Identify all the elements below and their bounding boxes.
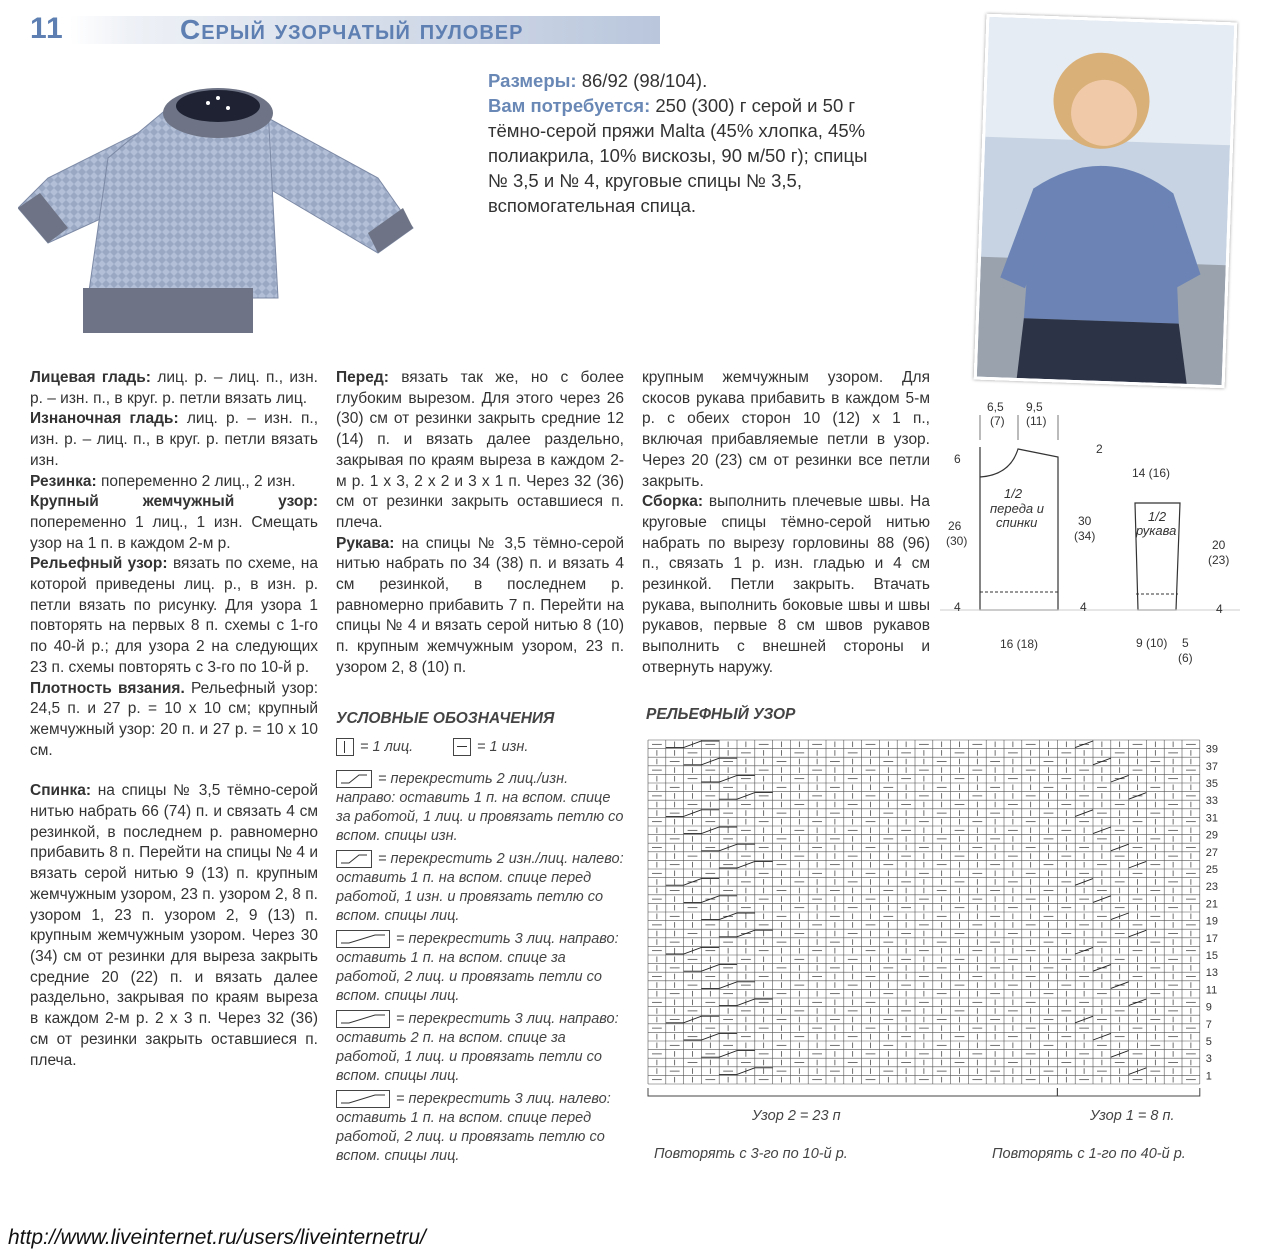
cross-3-symbol [336,930,390,948]
pattern2-label: Узор 2 = 23 п [752,1108,841,1124]
row-label: 17 [1205,932,1219,945]
paragraph [336,368,624,534]
paragraph [30,409,318,471]
cable-crossing [701,913,754,920]
paragraph-label: Сборка: [642,493,704,511]
legend-item [336,1010,626,1086]
cable-crossing [1111,775,1129,782]
size-schematic [940,395,1240,685]
sizes-label: Размеры: [488,70,577,91]
row-label: 27 [1205,846,1219,859]
row-label: 9 [1205,1001,1212,1014]
paragraph [30,781,318,1071]
cable-crossing [1093,758,1111,765]
text-column-3 [642,368,930,679]
row-label: 35 [1205,778,1219,790]
paragraph-label: Спинка: [30,782,91,800]
front-label-3: спинки [996,515,1038,530]
row-label: 13 [1205,967,1219,980]
row-label: 23 [1205,881,1219,894]
sleeve-label-2: рукава [1136,523,1177,538]
paragraph-label: Рельефный узор: [30,555,168,573]
legend-item-text: = перекрестить 3 лиц. направо: оставить 1 п. на вспом. спице за работой, 2 лиц. и провязать петли со вспом. спицы лиц. [336,931,619,1004]
row-label: 39 [1205,743,1219,756]
paragraph-text: на спицы № 3,5 тёмно-серой нитью набрать по 34 (38) п. и вязать 4 см резинкой, в последнем р. равномерно прибавить 7 п. Перейти на спицы № 4 и вязать серой нитью 8 (10) п. крупным жемчужным узором, 23 п. узором 2, 8 (10) п. [336,534,625,676]
sweater-image [18,68,418,340]
front-label-2: переда и [990,501,1044,516]
front-label-1: 1/2 [1004,486,1023,501]
legend-knit-text: = 1 лиц. [360,739,414,755]
legend-item [336,770,626,846]
row-label: 3 [1205,1053,1212,1066]
row-label: 19 [1205,915,1219,928]
dim-sleeve-h2: (23) [1208,553,1230,567]
paragraph-text: попеременно 1 лиц., 1 изн. Смещать узор на 1 п. в каждом 2-м р. [30,513,318,552]
cable-crossing [719,930,772,937]
dim-shoulder-w2: (11) [1026,414,1047,428]
paragraph [30,472,318,493]
cross-3-symbol [336,1090,390,1108]
legend-item-text: = перекрестить 3 лиц. налево: оставить 1 п. на вспом. спице перед работой, 2 лиц. и провязать петлю со вспом. спицы лиц. [336,1091,611,1164]
repeat1-note: Повторять с 1-го по 40-й р. [992,1146,1186,1162]
legend-purl-text: = 1 изн. [477,739,529,755]
paragraph [642,492,930,678]
cable-crossing [1129,793,1147,800]
materials-block [488,68,868,218]
paragraph-text: крупным жемчужным узором. Для скосов рукава прибавить в каждом 5-м р. с обеих сторон 10 (12) x 1 п., включая прибавляемые петли в узор. Через 20 (23) см от резинки все петли закрыть. [642,369,930,490]
dim-neck-w2: (7) [990,414,1005,428]
dim-sleeve-add2: (6) [1178,651,1193,665]
row-label: 31 [1205,812,1219,825]
dim-shoulder-w: 9,5 [1026,400,1043,414]
row-label: 15 [1205,950,1219,962]
row-label: 29 [1205,829,1219,842]
pattern1-label: Узор 1 = 8 п. [1090,1108,1175,1124]
paragraph-label: Лицевая гладь: [30,369,151,386]
dim-width: 16 (18) [1000,637,1039,651]
legend-purl [453,738,528,757]
legend-item [336,1090,626,1166]
chart-grid [648,740,1200,1084]
repeat-bracket [648,1088,1057,1096]
sizes-value: 86/92 (98/104). [581,70,708,91]
row-label: 11 [1205,984,1218,997]
paragraph [30,554,318,678]
paragraph-text: на спицы № 3,5 тёмно-серой нитью набрать 66 (74) п. и связать 4 см резинкой, в последнем р. равномерно прибавить 8 п. Перейти на спицы № 4 и вязать серой нитью 9 (13) п. крупным жемчужным узором, 23 п. узором 2, 8 п. узором 1, 23 п. узором 2, 9 (13) п. крупным жемчужным узором. Через 30 (34) см от резинки для выреза закрыть средние 20 (22) п. и вязать далее раздельно, закрывая по краям выреза в каждом 2-м р. 2 x 3 п. Через 32 (36) см от резинки закрыть оставшиеся п. плеча. [30,782,319,1069]
child-photo [974,14,1238,389]
row-label: 25 [1205,864,1219,876]
cross-2-symbol [336,770,372,788]
dim-sleeve-bottom: 9 (10) [1136,636,1168,650]
dim-sleeve-rib: 4 [1216,602,1223,616]
cable-crossing [1129,999,1147,1006]
paragraph-label: Рукава: [336,534,395,552]
dim-total-h2: (34) [1074,529,1096,543]
row-label: 7 [1205,1018,1212,1031]
paragraph [642,368,930,492]
paragraph-label: Крупный жемчужный узор: [30,493,318,511]
legend-items [336,770,626,1170]
row-label: 5 [1205,1036,1212,1048]
knit-symbol [336,738,354,756]
legend-item-text: = перекрестить 2 лиц./изн. направо: оставить 1 п. на вспом. спице за работой, 1 лиц. и провязать петлю со вспом. спицы изн. [336,771,624,844]
dim-neck-d: 6 [954,452,961,466]
cable-crossing [1093,965,1111,972]
paragraph-label: Плотность вязания. [30,679,185,697]
sleeve-label-1: 1/2 [1148,509,1167,524]
paragraph-label: Перед: [336,369,389,386]
dim-side-h2: (30) [946,534,968,548]
page-number: 11 [30,12,64,45]
text-column-1 [30,368,318,1071]
dim-total-h: 30 [1078,514,1092,528]
legend-item [336,930,626,1006]
dim-neck-w: 6,5 [987,400,1004,414]
paragraph-text: вязать по схеме, на которой приведены лиц. р., в изн. р. петли вязать по рисунку. Для узора 1 повторять на первых 8 п. схемы с 1-го по 40-й р.; для узора 2 на следующих 23 п. схемы повторять с 3-го по 10-й р. [30,555,318,676]
row-label: 21 [1205,898,1219,911]
dim-rib-r: 4 [1080,600,1087,614]
cable-crossing [1075,947,1093,954]
dim-sleeve-add: 5 [1182,636,1189,650]
repeat2-note: Повторять с 3-го по 10-й р. [654,1146,848,1162]
dim-shoulder-d: 2 [1096,442,1103,456]
row-label: 33 [1205,795,1219,808]
relief-pattern-chart [646,738,1226,1098]
dim-sleeve-top: 14 (16) [1132,466,1171,480]
cable-crossing [684,896,737,903]
dim-rib-l: 4 [954,600,961,614]
legend-item-text: = перекрестить 2 изн./лиц. налево: оставить 1 п. на вспом. спице перед работой, 1 изн. и провязать петлю со вспом. спицы лиц. [336,851,624,924]
need-value: 250 (300) г серой и 50 г тёмно-серой пряжи Malta (45% хлопка, 45% полиакрила, 10% вискозы, 90 м/50 г); спицы № 3,5 и № 4, круговые спицы № 3,5, вспомогательная спица. [488,95,868,216]
legend-title: УСЛОВНЫЕ ОБОЗНАЧЕНИЯ [336,710,555,727]
cross-2-symbol [336,850,372,868]
row-label: 1 [1205,1070,1212,1083]
source-url: http://www.liveinternet.ru/users/liveinternetru/ [8,1226,426,1249]
paragraph [30,679,318,762]
chart-title: РЕЛЬЕФНЫЙ УЗОР [646,706,796,723]
paragraph-text: Рельефный узор: 24,5 п. и 27 р. = 10 x 10 см; крупный жемчужный узор: 20 п. и 27 р. = 10 x 10 см. [30,679,318,759]
cable-crossing [1111,982,1129,989]
dim-sleeve-h: 20 [1212,538,1226,552]
row-label: 37 [1205,760,1219,773]
repeat-bracket [1057,1088,1199,1096]
paragraph-text: попеременно 2 лиц., 2 изн. [101,472,296,490]
cross-3-symbol [336,1010,390,1028]
paragraph [336,534,624,679]
legend-item [336,850,626,926]
paragraph-text: вязать так же, но с более глубоким вырезом. Для этого через 26 (30) см от резинки закрыть средние 12 (14) п. и вязать далее раздельно, закрывая по краям выреза в каждом 2-м р. 1 x 3, 2 x 2 и 3 x 1 п. Через 32 (36) см от резинки закрыть оставшиеся п. плеча. [336,369,624,531]
paragraph-text: лиц. р. – лиц. п., изн. р. – изн. п., в круг. р. петли вязать лиц. [30,369,318,407]
paragraph [30,492,318,554]
dim-side-h: 26 [948,519,962,533]
need-label: Вам потребуется: [488,95,651,116]
text-column-2 [336,368,624,679]
paragraph-label: Резинка: [30,472,97,490]
legend-knit [336,738,413,757]
paragraph-text: выполнить плечевые швы. На круговые спицы тёмно-серой нитью набрать по вырезу горловины 88 (96) п., связать 1 р. изн. гладью и 4 см резинкой. Петли закрыть. Втачать рукава, выполнить боковые швы и швы рукавов, первые 8 см швов рукавов выполнить с внешней стороны и отвернуть наружу. [642,493,930,676]
page-title: Серый узорчатый пуловер [180,14,524,45]
cable-crossing [666,879,719,886]
cable-crossing [1075,741,1093,748]
paragraph-label: Изнаночная гладь: [30,410,179,428]
legend-item-text: = перекрестить 3 лиц. направо: оставить 2 п. на вспом. спице за работой, 1 лиц. и провязать петли со вспом. спицы лиц. [336,1011,619,1084]
purl-symbol [453,738,471,756]
paragraph [30,368,318,409]
paragraph-text: лиц. р. – изн. п., изн. р. – лиц. п., в круг. р. петли вязать изн. [30,410,318,469]
